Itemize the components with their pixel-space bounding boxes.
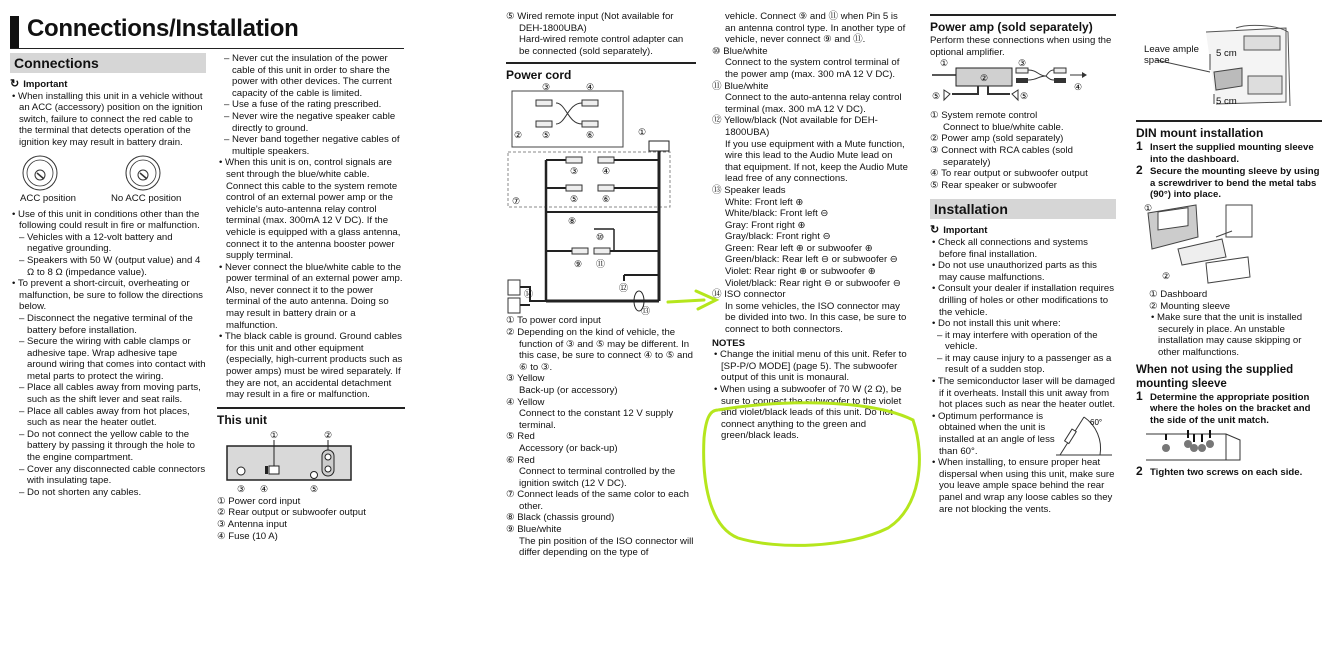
legend-item-desc: vehicle. Connect ⑨ and ⑪ when Pin 5 is an antenna control type. In another type of vehicle, never connect ⑨ and ⑪. — [725, 11, 906, 46]
angle-block — [930, 411, 1116, 457]
this-unit-item-5: ⑤ Wired remote input (Not available for DEH-1800UBA) — [506, 11, 674, 34]
conditions-list — [10, 209, 206, 499]
bullet: • Do not use unauthorized parts as this may cause malfunctions. — [932, 260, 1097, 283]
callout-4: ④ — [586, 83, 595, 93]
connections-heading: Connections — [10, 53, 206, 73]
important-text: Important — [23, 79, 68, 90]
angle-label: 60° — [1090, 417, 1103, 427]
bullet-text: The black cable is ground. Ground cables for this unit and other equipment (especially, high-current products such as power amps) must be wired separately. If they are not, an accidental detachment may result in a fire or malfunction. — [224, 331, 403, 401]
ignition-switch-icons — [10, 153, 206, 197]
bullet-text: The semiconductor laser will be damaged if it overheats. Install this unit away from hot places such as near the heater outlet. — [937, 376, 1115, 411]
din-step — [1136, 141, 1322, 165]
bullet: • Consult your dealer if installation requires drilling of holes or other modifications to the vehicle. — [932, 283, 1115, 318]
bullet-text: Check all connections and systems before final installation. — [938, 236, 1088, 260]
callout-9: ⑨ — [574, 259, 583, 270]
bullet: • Make sure that the unit is installed securely in place. An unstable installation may cause skipping or other malfunctions. — [1151, 312, 1303, 358]
power-amp-diagram — [930, 58, 1116, 110]
sub-text: Use a fuse of the rating prescribed. — [232, 99, 382, 111]
speaker-lead: Violet/black: Rear right ⊖ or subwoofer ⊖ — [725, 277, 901, 289]
title-marker — [10, 16, 19, 48]
callout-5: ⑤ — [542, 130, 551, 141]
power-cord-heading: Power cord — [506, 62, 696, 83]
sub-text: it may interfere with operation of the vehicle. — [945, 329, 1098, 353]
sub-item: – Cover any disconnected cable connectors with insulating tape. — [19, 463, 206, 487]
callout-2: ② — [324, 429, 333, 440]
callout-6b: ⑥ — [602, 194, 611, 205]
power-amp-heading: Power amp (sold separately) — [930, 14, 1116, 35]
step-number: 1 — [1136, 388, 1143, 403]
no-sleeve-step — [1136, 388, 1322, 427]
speaker-icon — [944, 90, 950, 100]
power-cord-legend-continued — [712, 11, 908, 185]
din-legend-item: ① Dashboard — [1149, 288, 1208, 300]
legend-item-desc: If you use equipment with a Mute function, wire this lead to the Audio Mute lead on that equipment. If not, keep the Audio Mute lead free of any connections. — [725, 138, 908, 185]
power-amp-item: ③ Connect with RCA cables (sold separately) — [930, 144, 1073, 168]
bullet: • Optimum performance is obtained when the unit is installed at an angle of less than 60°. — [932, 410, 1055, 457]
notes-heading: NOTES — [712, 337, 746, 349]
step-number: 2 — [1136, 163, 1143, 178]
sub-item: – it may interfere with operation of the vehicle. — [937, 329, 1098, 353]
inset-box — [512, 91, 623, 147]
callout-5a: ⑤ — [932, 91, 941, 102]
bullet-text: Consult your dealer if installation requires drilling of holes or other modifications to the vehicle. — [938, 283, 1115, 318]
callout-5b: ⑤ — [570, 194, 579, 205]
acc-bullet-text: When installing this unit in a vehicle without an ACC (accessory) position on the ignition switch, failure to connect the red cable to the terminal that detects operation of the ignition key may result in battery drain. — [18, 90, 203, 148]
callout-14: ⑭ — [524, 289, 534, 300]
legend-item-title: ⑧ Black (chassis ground) — [506, 512, 615, 524]
legend-item-title: ⑩ Blue/white — [712, 45, 768, 57]
power-cord-diagram — [506, 83, 696, 315]
bullet: • When installing, to ensure proper heat dispersal when using this unit, make sure you leave ample space behind the rear panel and wrap any loose cables so they are not blocking the vents. — [932, 457, 1115, 515]
speaker-lead: Gray/black: Front right ⊖ — [725, 231, 831, 243]
speaker-lead: Gray: Front right ⊕ — [725, 219, 806, 231]
legend-item-title: ④ Yellow — [506, 396, 545, 408]
no-acc-ignition-icon — [126, 156, 160, 190]
bullet-text: Do not use unauthorized parts as this may cause malfunctions. — [938, 260, 1097, 283]
legend-item-desc: Back-up (or accessory) — [519, 384, 618, 396]
speaker-lead: White: Front left ⊕ — [725, 196, 804, 208]
step-text: Secure the mounting sleeve by using a screwdriver to bend the metal tabs (90°) into place. — [1150, 166, 1320, 201]
callout-2: ② — [980, 73, 989, 84]
note-text: Change the initial menu of this unit. Refer to [SP-P/O MODE] (page 5). The subwoofer output of this unit is monaural. — [720, 349, 907, 384]
angle-diagram — [1054, 413, 1114, 457]
sub-text: Never wire the negative speaker cable directly to ground. — [232, 110, 396, 134]
sub-text: Vehicles with a 12-volt battery and negative grounding. — [27, 231, 173, 255]
power-cord-legend — [506, 315, 696, 558]
legend-item-title: ⑫ Yellow/black (Not available for DEH-1800UBA) — [712, 115, 878, 138]
callout-3b: ③ — [570, 166, 579, 177]
callout-1: ① — [940, 58, 949, 69]
iso-connector-desc: In some vehicles, the ISO connector may be divided into two. In this case, be sure to connect to both connectors. — [725, 300, 907, 336]
sub-text: Never band together negative cables of multiple speakers. — [232, 134, 400, 157]
legend-item-title: ⑪ Blue/white — [712, 80, 769, 92]
sub-item: – Place all cables away from hot places, such as near the heater outlet. — [19, 405, 190, 429]
this-unit-item: ① Power cord input — [217, 495, 301, 507]
step-number: 2 — [1136, 464, 1143, 479]
callout-8: ⑧ — [568, 216, 577, 227]
sub-text: Place all cables away from moving parts, such as the shift lever and seat rails. — [27, 382, 201, 406]
iso-connector-b — [508, 298, 520, 313]
callout-13: ⑬ — [641, 306, 651, 316]
bullet-text: Do not install this unit where: — [938, 318, 1061, 330]
sub-item: – it may cause injury to a passenger as a result of a sudden stop. — [937, 352, 1112, 376]
clearance-bottom-label: 5 cm — [1216, 96, 1237, 107]
bullet-text: Use of this unit in conditions other than the following could result in fire or malfunction. — [18, 208, 200, 232]
bullet-text: Make sure that the unit is installed securely in place. An unstable installation may cause skipping or other malfunctions. — [1157, 312, 1303, 358]
sub-item: – Use a fuse of the rating prescribed. — [224, 99, 382, 111]
legend-item-desc: Accessory (or back-up) — [519, 442, 618, 454]
sub-item: – Never cut the insulation of the power cable of this unit in order to share the power with other devices. The current capacity of the cable is limited. — [224, 53, 392, 99]
callout-3: ③ — [1018, 58, 1027, 69]
fuse — [265, 466, 268, 474]
callout-3: ③ — [237, 483, 246, 494]
callout-2: ② — [1162, 270, 1171, 281]
callout-10: ⑩ — [596, 232, 605, 243]
speaker-leads-list — [712, 197, 908, 290]
step-number: 1 — [1136, 139, 1143, 153]
acc-position-label: ACC position — [20, 192, 76, 204]
iso-connector-a — [508, 280, 520, 295]
bullet-text: Never connect the blue/white cable to the power terminal of an external power amp. Also, never connect it to the power terminal of the auto antenna. Doing so may result in battery drain or a malfunction. — [225, 261, 403, 331]
this-unit-item-5-desc: Hard-wired remote control adapter can be connected (sold separately). — [519, 34, 684, 57]
ignition-figures — [10, 149, 206, 205]
step-text: Determine the appropriate position where the holes on the bracket and the side of the unit match. — [1150, 391, 1311, 426]
sub-item: – Speakers with 50 W (output value) and 4 Ω to 8 Ω (impedance value). — [19, 254, 201, 278]
legend-item-desc: Connect to the system control terminal of the power amp (max. 300 mA 12 V DC). — [725, 57, 900, 80]
callout-6: ⑥ — [586, 130, 595, 141]
note-item: • When using a subwoofer of 70 W (2 Ω), be sure to connect the subwoofer to the violet and violet/black leads of this unit. Do not connect anything to the green and green/black leads. — [714, 384, 902, 442]
power-amp-item: ② Power amp (sold separately) — [930, 133, 1064, 145]
caution-icon: ↻ — [10, 78, 20, 90]
legend-item-title: ② Depending on the kind of vehicle, the function of ③ and ⑤ may be different. In this case, be sure to connect ④ to ⑤ and ⑥ to ③. — [506, 326, 693, 373]
mounting-sleeve-diagram — [1136, 201, 1322, 289]
callout-4b: ④ — [602, 166, 611, 177]
callout-3: ③ — [542, 83, 551, 93]
column-1 — [10, 53, 206, 498]
callout-2: ② — [514, 130, 523, 141]
page-title-bar — [10, 16, 404, 49]
remote-jack — [311, 471, 318, 478]
this-unit-item: ④ Fuse (10 A) — [217, 530, 278, 542]
column-2 — [217, 53, 405, 542]
callout-5b: ⑤ — [1020, 91, 1029, 102]
this-unit-heading: This unit — [217, 407, 405, 428]
ample-space-figure — [1136, 14, 1322, 118]
page-title: Connections/Installation — [27, 15, 299, 42]
callout-4: ④ — [1074, 82, 1083, 93]
step-text: Insert the supplied mounting sleeve into the dashboard. — [1150, 142, 1314, 165]
legend-item-title: ⑨ Blue/white — [506, 524, 562, 536]
sub-item: – Do not connect the yellow cable to the battery by passing it through the hole to the engine compartment. — [19, 428, 195, 464]
speaker-lead: Violet: Rear right ⊕ or subwoofer ⊕ — [725, 266, 876, 278]
callout-7: ⑦ — [512, 196, 521, 207]
bullet-text: To prevent a short-circuit, overheating or malfunction, be sure to follow the directions below. — [17, 278, 203, 313]
bullet: • To prevent a short-circuit, overheating or malfunction, be sure to follow the directions below. — [12, 278, 203, 313]
important-label — [10, 79, 206, 91]
caution-icon: ↻ — [930, 224, 940, 237]
sub-text: it may cause injury to a passenger as a result of a sudden stop. — [945, 352, 1112, 376]
power-amp-item: ⑤ Rear speaker or subwoofer — [930, 179, 1057, 191]
sub-text: Place all cables away from hot places, such as near the heater outlet. — [27, 405, 190, 429]
callout-1: ① — [638, 127, 647, 138]
column-4 — [712, 11, 908, 442]
highlight-circle — [698, 398, 928, 553]
sub-text: Cover any disconnected cable connectors with insulating tape. — [27, 463, 206, 487]
important-text: Important — [943, 225, 988, 237]
no-sleeve-step — [1136, 466, 1322, 479]
sub-item: – Vehicles with a 12-volt battery and negative grounding. — [19, 231, 173, 255]
sub-item: – Never wire the negative speaker cable directly to ground. — [224, 110, 396, 134]
bullet-text: Optimum performance is obtained when the unit is installed at an angle of less than 60°. — [938, 410, 1055, 457]
sub-text: Never cut the insulation of the power cable of this unit in order to share the power with other devices. The current capacity of the cable is limited. — [232, 53, 392, 99]
installation-heading: Installation — [930, 199, 1116, 219]
sub-item: – Disconnect the negative terminal of the battery before installation. — [19, 312, 193, 336]
power-connector — [269, 466, 279, 474]
power-amp-item: ④ To rear output or subwoofer output — [930, 168, 1088, 180]
sub-item: – Secure the wiring with cable clamps or adhesive tape. Wrap adhesive tape around wiring that comes into contact with metal parts to protect the wiring. — [19, 336, 206, 382]
bullet: • The semiconductor laser will be damaged if it overheats. Install this unit away from hot places such as near the heater outlet. — [932, 376, 1115, 411]
sub-item: – Place all cables away from moving parts, such as the shift lever and seat rails. — [19, 382, 201, 406]
bullet: • Never connect the blue/white cable to the power terminal of an external power amp. Also, never connect it to the power terminal of the auto antenna. Doing so may result in battery drain or a malfunction. — [219, 261, 403, 331]
callout-12: ⑫ — [619, 283, 629, 294]
acc-bullet: • When installing this unit in a vehicle without an ACC (accessory) position on the ignition switch, failure to connect the red cable to the terminal that detects operation of the ignition key may result in battery drain. — [12, 90, 203, 148]
legend-item-title: ③ Yellow — [506, 373, 545, 385]
legend-item-desc: Connect to the auto-antenna relay control terminal (max. 300 mA 12 V DC). — [725, 92, 902, 115]
bullet-text: When this unit is on, control signals are sent through the blue/white cable. Connect this cable to the system remote control of an external power amp or the vehicle's auto-antenna relay control terminal (max. 300mA 12 V DC). If the vehicle is equipped with a glass antenna, connect it to the antenna booster power supply terminal. — [225, 157, 401, 262]
antenna-jack — [237, 467, 245, 475]
speaker-lead: White/black: Front left ⊖ — [725, 208, 829, 220]
legend-item-title: ① To power cord input — [506, 315, 601, 327]
iso-connector-title: ⑭ ISO connector — [712, 289, 786, 301]
bullet: • Do not install this unit where: — [932, 318, 1061, 330]
bullet-text: When installing, to ensure proper heat dispersal when using this unit, make sure you leave ample space behind the rear panel and wrap any loose cables so they are not blocking the vents. — [938, 457, 1115, 515]
clearance-top-label: 5 cm — [1216, 48, 1237, 59]
bullet: • Check all connections and systems before final installation. — [932, 236, 1088, 260]
this-unit-item: ③ Antenna input — [217, 519, 287, 530]
sub-item: – Never band together negative cables of multiple speakers. — [224, 134, 400, 157]
callout-1: ① — [1144, 202, 1153, 213]
column-5 — [930, 14, 1116, 515]
note-text: When using a subwoofer of 70 W (2 Ω), be sure to connect the subwoofer to the violet and violet/black leads of this unit. Do not connect anything to the green and green/black leads. — [720, 384, 902, 442]
sub-text: Speakers with 50 W (output value) and 4 Ω to 8 Ω (impedance value). — [27, 254, 201, 278]
legend-item-desc: The pin position of the ISO connector will differ depending on the type of — [519, 535, 694, 559]
speaker-icon — [1012, 90, 1018, 100]
bracket-holes-diagram — [1136, 426, 1322, 466]
speaker-leads-title: ⑬ Speaker leads — [712, 184, 786, 196]
power-amp-item-desc: Connect to blue/white cable. — [943, 121, 1064, 133]
this-unit-diagram — [217, 428, 405, 496]
din-heading: DIN mount installation — [1136, 120, 1322, 141]
no-acc-position-label: No ACC position — [111, 192, 182, 204]
note-item: • Change the initial menu of this unit. Refer to [SP-P/O MODE] (page 5). The subwoofer output of this unit is monaural. — [714, 349, 907, 384]
power-amp-intro: Perform these connections when using the optional amplifier. — [930, 35, 1112, 58]
sub-text: Do not connect the yellow cable to the battery by passing it through the hole to the engine compartment. — [27, 428, 195, 464]
leave-ample-space-label: Leave ample space — [1144, 44, 1199, 66]
this-unit-item: ② Rear output or subwoofer output — [217, 507, 366, 519]
no-sleeve-heading: When not using the supplied mounting sleeve — [1136, 363, 1294, 390]
callout-5: ⑤ — [310, 483, 319, 494]
legend-item-title: ⑦ Connect leads of the same color to each other. — [506, 489, 689, 512]
legend-item-desc: Connect to the constant 12 V supply terminal. — [519, 408, 674, 431]
callout-11: ⑪ — [596, 259, 606, 270]
important-label — [930, 225, 1116, 237]
din-step — [1136, 165, 1322, 201]
column-6 — [1136, 14, 1322, 479]
step-text: Tighten two screws on each side. — [1150, 467, 1303, 479]
bullet: • The black cable is ground. Ground cables for this unit and other equipment (especially, high-current products such as power amps) must be wired separately. If they are not, an accidental detachment may result in a fire or malfunction. — [219, 331, 403, 401]
acc-ignition-icon — [23, 156, 57, 190]
speaker-lead: Green: Rear left ⊕ or subwoofer ⊕ — [725, 242, 873, 254]
sub-text: Do not shorten any cables. — [27, 486, 142, 498]
legend-item-desc: Connect to terminal controlled by the ignition switch (12 V DC). — [519, 466, 676, 489]
sub-item: – Do not shorten any cables. — [19, 486, 142, 498]
column-3 — [506, 11, 696, 559]
legend-item-title: ⑤ Red — [506, 431, 535, 443]
power-plug — [649, 141, 669, 151]
legend-item-title: ⑥ Red — [506, 454, 535, 466]
callout-4: ④ — [260, 483, 269, 494]
din-legend-item: ② Mounting sleeve — [1149, 300, 1231, 312]
sub-text: Disconnect the negative terminal of the battery before installation. — [27, 312, 193, 336]
bullet: • Use of this unit in conditions other than the following could result in fire or malfunction. — [12, 208, 200, 232]
power-amp-item: ① System remote control — [930, 110, 1038, 122]
callout-1: ① — [270, 429, 279, 440]
speaker-lead: Green/black: Rear left ⊖ or subwoofer ⊖ — [725, 254, 898, 266]
bullet: • When this unit is on, control signals are sent through the blue/white cable. Connect this cable to the system remote control of an external power amp or the vehicle's auto-antenna relay control terminal (max. 300mA 12 V DC). If the vehicle is equipped with a glass antenna, connect it to the antenna booster power supply terminal. — [219, 157, 401, 262]
sub-text: Secure the wiring with cable clamps or adhesive tape. Wrap adhesive tape around wiring that comes into contact with metal parts to protect the wiring. — [27, 336, 206, 382]
